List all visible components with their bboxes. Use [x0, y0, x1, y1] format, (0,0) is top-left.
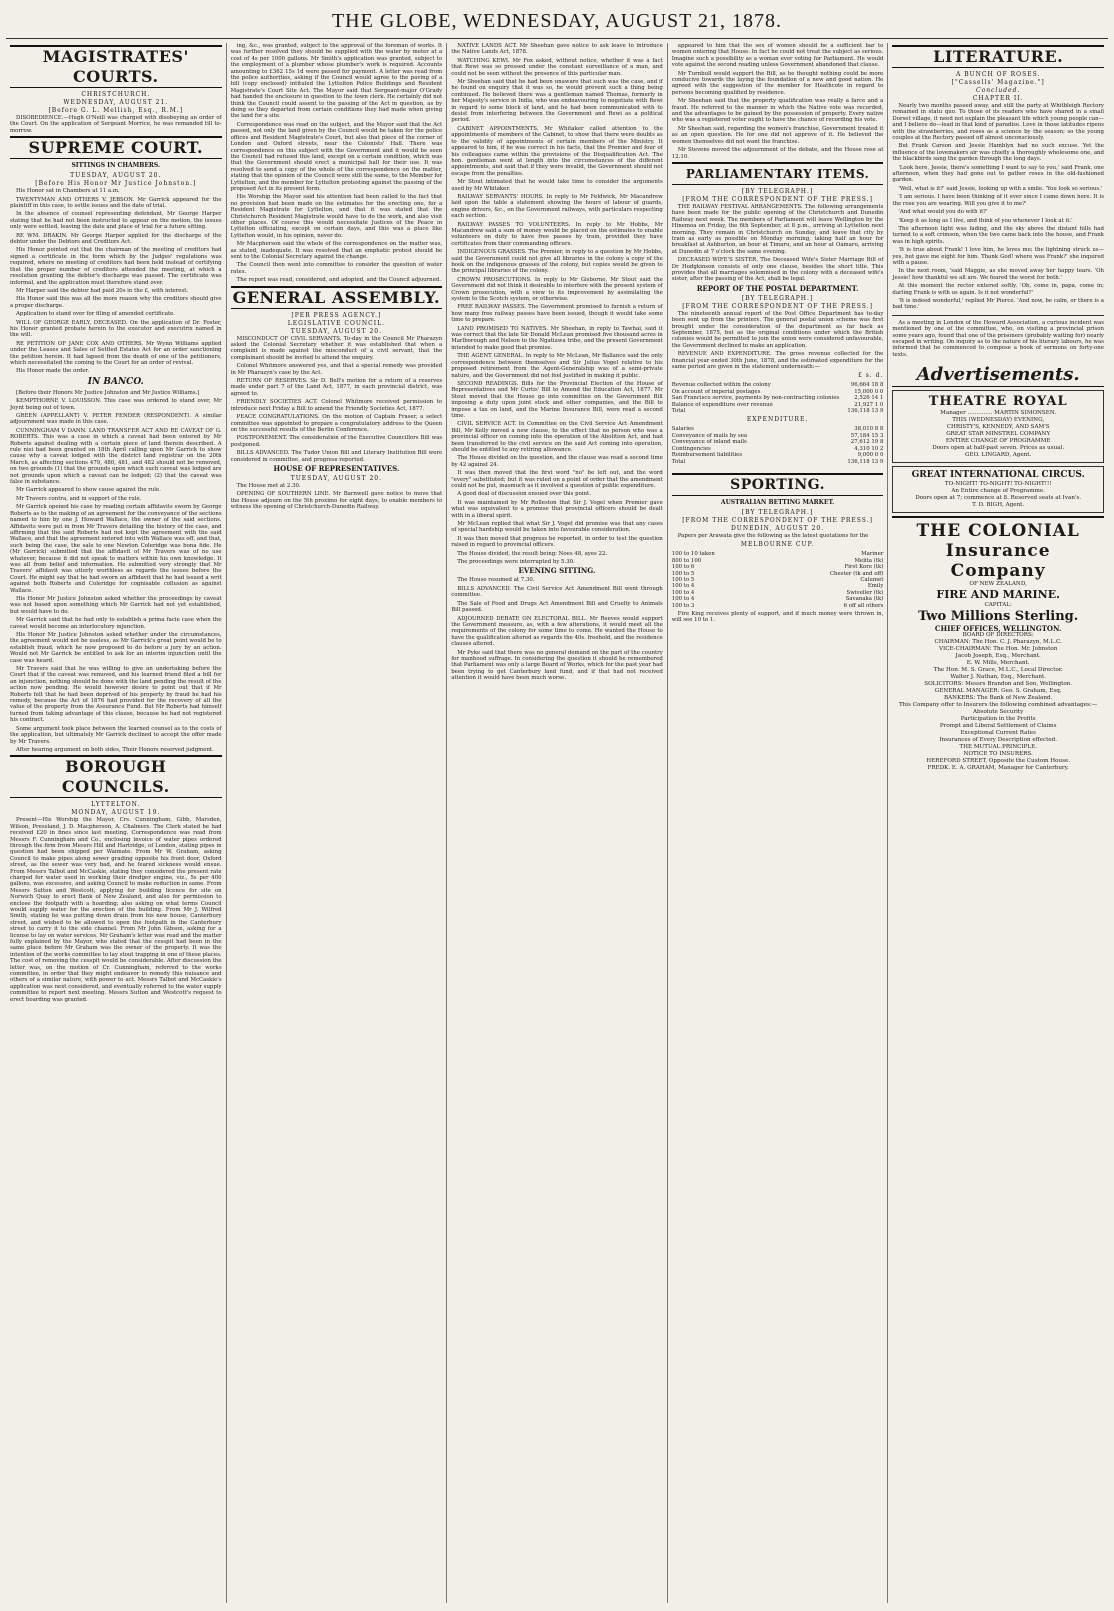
subhead: CHAPTER II. [972, 95, 1024, 102]
subhead: [PER PRESS AGENCY.] [291, 311, 382, 319]
subhead: [BY TELEGRAPH.] [741, 294, 814, 302]
table-cell: 57,184 15 3 [850, 432, 884, 439]
paragraph: Colonel Whitmore answered yes, and that a special remedy was provided in Mr Pharazyn's case by the Act. [230, 363, 443, 376]
table-cell: 800 to 100 [671, 557, 702, 564]
table-cell: 6 off all others [843, 602, 884, 609]
paragraph: CROWN PROSECUTIONS. In reply to Mr Gisborne, Mr Stout said the Government did not think it desirable to interfere with the present system of Crown prosecution, with a view to its improvement by assimilating the system to the Scotch system, or otherwise. [451, 276, 663, 303]
subhead-house-of-representatives: HOUSE OF REPRESENTATIVES. [273, 463, 400, 473]
ad-capital: Two Millions Sterling. [918, 609, 1079, 625]
table-cell: First Kore (tk) [844, 564, 884, 571]
paragraph: The House resumed at 7.30. [457, 577, 535, 584]
ad-subtitle: OF NEW ZEALAND, [969, 581, 1027, 588]
subhead: LYTTELTON. [91, 801, 141, 809]
paragraph: Mr Pyke said that there was no general demand on the part of the country for manhood suffrage. In considering the question it should be remembered that Parliament was only a large Board of Works, which for the past year had been trying to get Canterbury land fund, and if that had not received attention it would have been much worse. [451, 649, 663, 682]
paragraph: His Honor sat in Chambers at 11 a.m. [16, 188, 120, 195]
subhead: Concluded. [975, 87, 1021, 94]
subhead: A BUNCH OF ROSES. [955, 71, 1041, 78]
ad-line: Absolute Security [973, 709, 1024, 716]
table-cell: 38,010 8 8 [854, 426, 884, 433]
paragraph: RETURN OF RESERVES. Sir D. Bell's motion for a return of a reserves made under part 7 of the Land Act, 1877, in each provincial district, was agreed to. [230, 378, 443, 397]
paragraph: Nearly two months passed away, and still the party at Whitbleigh Rectory remained in statu quo. To those of its readers who have shared in a small Dorset village, it need not explain the pleasant life which young people can—and I believe do—lead in that kind of paradise. Love in those latitudes ripens with the strawberries, and roses as a science by the season; so the young couples at the Rectory passed off almost unconsciously. [892, 103, 1104, 142]
ad-line: GEO. LINGARD, Agent. [965, 452, 1032, 459]
headline-supreme-court: SUPREME COURT. [10, 136, 222, 159]
betting-heading: MELBOURNE CUP. [740, 541, 815, 549]
ad-title: THE COLONIAL [916, 521, 1080, 542]
paragraph: The afternoon light was fading, and the sky above the distant hills had turned to a soft crimson, when the two came back into the house, and Frank was in high spirits. [892, 225, 1104, 245]
paragraph: A good deal of discussion ensued over this point. [457, 491, 591, 498]
paragraph: OPENING OF SOUTHERN LINE. Mr Barnwell gave notice to move that the House adjourn on the 5th proximo for eight days, to enable members to witness the opening of Christchurch-Dunedin Railway. [230, 491, 443, 511]
subhead: [Before G. L. Mellish, Esq., R.M.] [48, 107, 184, 114]
subhead: [BY TELEGRAPH.] [741, 508, 814, 516]
ad-line: Prompt and Liberal Settlement of Claims [939, 723, 1057, 730]
table-cell: Salaries [671, 426, 694, 433]
subhead: DUNEDIN, AUGUST 20. [730, 524, 825, 532]
paragraph: RAILWAY SERVANTS' HOURS. In reply to Mr Feldwick, Mr Macandrew laid upon the table a statement showing the hours of labour of guards, engine drivers, &c., on the Government railways, with particulars respecting each section. [451, 193, 663, 220]
paragraph: 'And what would you do with it?' [898, 209, 988, 216]
ad-line: Doors open at 7; commence at 8. Reserved seats at Ivan's. [915, 495, 1082, 502]
subhead: [FROM THE CORRESPONDENT OF THE PRESS.] [682, 195, 873, 203]
subhead: AUSTRALIAN BETTING MARKET. [720, 498, 835, 506]
headline-magistrates-courts: MAGISTRATES' COURTS. [10, 45, 222, 88]
paragraph: GREEN (APPELLANT) V. PETER FENDER (RESPONDENT). A similar adjournment was made in this case. [10, 413, 222, 426]
table-cell: 136,118 13 9 [847, 458, 884, 465]
table-cell: Swiveller (tk) [846, 589, 884, 596]
subhead: [FROM THE CORRESPONDENT OF THE PRESS.] [682, 302, 873, 310]
subhead: TUESDAY, AUGUST 20. [290, 474, 383, 482]
paragraph: As a meeting in London of the Howard Association, a curious incident was mentioned by one of the committee, who, on visiting a provincial prison some years ago, found that one of the prisoners (probably waiting for) nearly escaped in writing. On inquiry as to the nature of his literary labours, he was informed that he commenced to compose a book of sermons on forty-one texts. [892, 319, 1104, 358]
paragraph: It was maintained by Mr Rolleston that Sir J. Vogel when Premier gave what was equivalent to a promise that provincial officers should be dealt with in a liberal spirit. [451, 499, 663, 519]
paragraph: TWENTYMAN AND OTHERS V. JEBSON. Mr Garrick appeared for the plaintiff in this case, to settle issues and the date of trial. [10, 196, 222, 210]
paragraph: His Honor Mr Justice Johnston asked whether the proceedings by caveat was not based upon something which Mr Garrick had not yet established, but would have to do. [10, 595, 222, 615]
table-cell: Reimbursement liabilities [671, 452, 743, 459]
ad-line: VICE-CHAIRMAN: The Hon. Mr. Johnston [938, 646, 1058, 653]
paragraph: LAND PROMISED TO NATIVES. Mr Sheehan, in reply to Tawhai, said it was correct that the late Sir Donald McLean promised five thousand acres in Marlborough and Nelson to the Ngatiawa tribe, and the present Government intended to make good that promise. [451, 325, 663, 351]
paragraph: RE WM. DRAKIN. Mr George Harper applied for the discharge of the debtor under the Debtors and Creditors Act. [10, 232, 222, 246]
headline-sporting: SPORTING. [672, 473, 884, 496]
revenue-table [672, 382, 884, 414]
ad-line: SOLICITORS: Messrs Brandon and Son, Wellington. [924, 681, 1073, 688]
table-cell: 100 to 4 [671, 596, 695, 603]
paragraph: REVENUE AND EXPENDITURE. The gross revenue collected for the financial year ended 30th June, 1878, and the estimated expenditure for the same period are given in the statement underneath:— [671, 351, 884, 371]
paragraph: WATCHING KEWI. Mr Fox asked, without notice, whether it was a fact that Rewi was so pressed under the constant surveillance of a man, and could not be seen without the presence of this particular man. [451, 57, 663, 77]
table-row [672, 459, 884, 465]
subhead: SITTINGS IN CHAMBERS. [71, 162, 161, 170]
paragraph: DISOBEDIENCE.—Hugh O'Neill was charged with disobeying an order of the Court. On the application of Sergeant Morrice, he was remanded till to-morrow. [10, 115, 222, 134]
paragraph: It was then moved that the first word "no" be left out, and the word "every" substituted; but it was ruled on a point of order that the amendment could not be put, inasmuch as it involved a question of public expenditure. [451, 470, 663, 489]
paragraph: Mr Sheehan said that he had been unaware that such was the case, and if he found on enquiry that it was so, he would prevent such a thing being continued. He believed there was a gentleman named Thomas, formerly in her Majesty's service in India, who was endeavouring to negotiate with Rewi in regard to some block of land, and he had been communicated with to desist from interfering between the Government and Rewi as a political period. [451, 79, 663, 124]
paragraph: His Honor pointed out that the chairman of the meeting of creditors had signed a certificate in the form which by the Judges' regulations was required, where no meeting of creditors had been held instead of certifying that the proper number of creditors attended the meeting, at which a resolution granting the debtor's discharge was passed. The certificate was informal, and the application must therefore stand over. [10, 247, 222, 286]
ad-line: CHAIRMAN: The Hon. C. J. Pharazyn, M.L.C. [934, 639, 1062, 646]
paragraph: BILLS ADVANCED. The Tudor Union Bill and Literary Institution Bill were considered in committee, and progress reported. [230, 450, 443, 463]
paragraph: FRIENDLY SOCIETIES ACT. Colonel Whitmore received permission to introduce next Friday a Bill to amend the Friendly Societies Act, 1877. [230, 399, 443, 412]
ad-title: Insurance Company [945, 541, 1051, 582]
ad-line: Jacob Joseph, Esq., Merchant. [955, 653, 1041, 660]
table-cell: Contingencies [671, 445, 711, 452]
ad-line: FREDK. E. A. GRAHAM, Manager for Canterbury. [927, 765, 1069, 772]
paragraph: 'Look here, Jessie, there's something I want to say to you,' said Frank, one afternoon, when they had gone out to gather roses in the old-fashioned garden. [892, 164, 1104, 184]
ad-line: T. D. BIGH, Agent. [972, 502, 1025, 509]
paragraph: WILL OF GEORGE EARLY, DECEASED. On the application of Dr. Foster, his Honor granted probate herein to the executor and executrix named in the will. [10, 319, 222, 339]
paragraph: The nineteenth annual report of the Post Office Department has to-day been sent up from the printers. The general postal union scheme was first brought under the consideration of the department as far back as September, 1875, but as the original conditions under which the British colonies would be permitted to join the union were considered unfavourable, the Government declined to make an application. [671, 310, 884, 349]
paragraph: PEACE CONGRATULATIONS. On the motion of Captain Fraser, a select committee was appointed to prepare a congratulatory address to the Queen on the successful results of the Berlin Conference. [230, 414, 443, 433]
ad-subtitle: FIRE AND MARINE. [936, 588, 1060, 602]
ad-line: ENTIRE CHANGE OF PROGRAMME [945, 438, 1051, 445]
subhead: [Before His Honor Mr Justice Johnston.] [35, 180, 197, 188]
paragraph: In the next room, 'said Maggie, as she moved away her happy tears. 'Oh Jessie! how thankful we all are. We feared the worst for both.' [892, 268, 1104, 281]
ad-title: GREAT INTERNATIONAL CIRCUS. [911, 470, 1085, 481]
paragraph: Papers per Arawata give the following as the latest quotations for the [677, 532, 869, 539]
subhead: WEDNESDAY, AUGUST 21. [63, 99, 169, 106]
table-cell: San Francisco service, payments by non-contracting colonies [671, 395, 840, 402]
paragraph: KEMPTHORNE V. LOUISSON. This case was ordered to stand over, Mr Joynt being out of town. [10, 398, 222, 411]
ad-line: TO-NIGHT! TO-NIGHT! TO-NIGHT!!! [944, 481, 1052, 488]
paragraph: Correspondence was read on the subject, and the Mayor said that the Act passed, not only the land given by the Council would be taken for the police offices and Resident Magistrate's Court, but also that piece of the corner of London and Oxford streets, near the Colonists' Hall. There was correspondence on this subject with the Government and it would be seen the Council had refused this land, except on a certain condition, which was that the Government should erect a municipal hall for their use. It was resolved to send a copy of the whole of the correspondence on the matter, stating that the opinion of the Council were still the same, to the Member for Lyttelton, and the member for Lyttelton protesting against the passing of the proposed Act in its present form. [230, 121, 443, 192]
table-cell: 27,612 19 8 [850, 439, 884, 446]
paragraph: ADJOURNED DEBATE ON ELECTORAL BILL. Mr Reeves would support the Government measure, as, with a few alterations, it would meet all the requirements of the colony for some time to come. He wanted the House to have the qualification altered as regards the 40s. freehold, and the residence clauses altered. [451, 615, 663, 648]
paragraph: The report was read, considered, and adopted, and the Council adjourned. [236, 277, 441, 284]
ad-circus [892, 466, 1104, 513]
subhead: ["Cassells' Magazine."] [951, 79, 1045, 86]
ad-line: CHRISTY'S, KENNEDY, AND SAM'S [946, 424, 1050, 431]
paragraph: The proceedings were interrupted by 5.30. [457, 559, 575, 566]
paragraph: THE RAILWAY FESTIVAL ARRANGEMENTS. The following arrangements have been made for the public opening of the Christchurch and Dunedin Railway next week. The members of Parliament will leave Wellington by the Hinemoa on Friday, the 6th September, at 8 p.m., arriving at Lyttelton next morning. They remain in Christchurch on Sunday, and leave that city by train as early as possible on Monday morning, taking half an hour for breakfast at Ashburton, an hour at Timaru, and an hour at Oamaru, arriving at Dunedin at 7 o'clock the same evening. [671, 203, 884, 255]
ad-line: GENERAL MANAGER: Geo. S. Graham, Esq. [934, 688, 1062, 695]
ad-theatre-royal [892, 390, 1104, 463]
paragraph: BILLS ADVANCED. The Civil Service Act Amendment Bill went through committee. [451, 585, 663, 599]
table-cell: Savanaka (tk) [845, 596, 884, 603]
paragraph: Present—His Worship the Mayor, Crs. Cunningham, Gibb, Marsden, Wilson, Pressland, J. D. Macpherson, A. Chalmers. The Clerk stated he had received £20 in fines since last meeting. Correspondence was read from Messrs F. Cunningham and Co., enclosing invoice of water pipes ordered through the firm from Messrs Hill and Hartridge, of London, stating pipes in question had been shipped per Waimate. From Mr W. Graham, asking Council to make pipes along sewer grading opposite his front door, Oxford street, as the sewer was very bad, and he feared sickness would ensue. From Messrs Talbot and McCaskie, stating they considered the present rate charged for water used in working their dredger engine, viz., 5s per 400 gallons, was excessive, and asking Council to make reduction in same. From Messrs Sutton and Westcott, applying for building licence for site on Norwich Quay to erect Bank of New Zealand, and also for permission to enclose the footpath with a hoarding; also asking on what terms Council would supply water for the erection of the building. From Mr J. Wilfred Smith, stating he was putting down drain from his new house, Canterbury street, and wished to be allowed to open the footpath in the Canterbury street to carry it to the side channel. From Mr John Gibson, asking for a license to lay on water services. Mr Graham's letter was read and the matter fully explained by the Mayor, who stated that the cesspit had been in the same place before Mr Graham was the owner of the property. It was the intention of the works committee to lay stout trapping in one of these places. The cost of removing the cesspit would be considerable. After discussion the letter was, on the motion of Cr. Cunningham, referred to the works committee, in order that they might endeavor to remedy this nuisance and others of a similar nature, with power to act. Messrs Talbot and McCaskie's application was next considered, and eventually referred to the water supply committee to report next meeting. Messrs Sutton and Westcott's request to erect hoarding was granted. [10, 817, 222, 1003]
paragraph: Mr Garrick appeared to show cause against the rule. [16, 487, 161, 494]
columns [6, 43, 1108, 1603]
paragraph: Fire King receives plenty of support, and if much money were thrown in, will see 10 to 1. [671, 610, 884, 624]
table-cell: 15,000 0 0 [854, 388, 884, 395]
table-row [672, 408, 884, 414]
headline-general-assembly: GENERAL ASSEMBLY. [231, 286, 443, 309]
headline-parliamentary-items: PARLIAMENTARY ITEMS. [672, 162, 884, 185]
table-cell: On account of imperial postages [671, 388, 761, 395]
paragraph: Mr Travers said that he was willing to give an undertaking before the Court that if the caveat was removed, and his learned friend filed a bill for an injunction, nothing should be done with the land pending the result of the action now pending. He would however desire to point out that if Mr Roberts felt that he had been deprived of his property by fraud he had his remedy, because the Act of 1876 had provided for the recovery of all the value of the property from the Assurance Fund. But Mr Roberts had himself turned from taking advantage of this clause, because he had not registered his contract. [10, 666, 222, 724]
ad-board: BOARD OF DIRECTORS: [962, 632, 1034, 639]
paragraph: The House divided, the result being: Noes 48, ayes 22. [457, 550, 608, 557]
paragraph: ing, &c., was granted, subject to the approval of the foreman of works. It was further resolved they should be supplied with the water by meter at a cost of 4s per 1000 gallons. Mr Smith's application was granted, subject to the employment of a plumber whose plumber's work is required. Accounts amounting to £362 15s 1d were passed for payment. A letter was read from the police authorities, asking if the Council would agree to the paving of a hill (copy enclosed) intituled the Lyttelton Police Buildings and Resident Magistrate's Court Site Act. The Mayor said that Sergeant-major O'Grady had handed the enclosure in question to the town clerk. He certainly did not think the Council could assent to the passing of the Act in question, as by doing so they departed from certain conditions they had made when giving the land for a site. [230, 43, 443, 120]
ad-line: Manager .............. MARTIN SIMONSEN. [940, 410, 1057, 417]
ad-line: Walter J. Nathan, Esq., Merchant. [950, 674, 1046, 681]
ad-line: Insurances of Every Description effected. [939, 737, 1057, 744]
subhead: [BY TELEGRAPH.] [741, 187, 814, 195]
table-cell: 96,664 18 8 [850, 382, 884, 389]
ad-line: E. W. Mills, Merchant. [966, 660, 1030, 667]
paragraph: 'It is true about Frank! I love him, he loves me; the lightning struck us—yes, but gave me eight for him. Thank God! where was Frank?' she inquired with a pause. [892, 247, 1104, 266]
paragraph: 'It is indeed wonderful,' replied Mr Pierce. 'And now, be calm, or there is a bad time.' [892, 297, 1104, 311]
table-cell: Conveyance of mails by sea [671, 432, 748, 439]
paragraph: The Sale of Food and Drugs Act Amendment Bill and Cruelty to Animals Bill passed. [451, 600, 663, 614]
subhead-postal-report: REPORT OF THE POSTAL DEPARTMENT. [696, 283, 859, 293]
subhead: TUESDAY, AUGUST 20. [290, 327, 383, 335]
table-cell: Total [671, 408, 686, 415]
ad-title: THEATRE ROYAL [928, 394, 1068, 410]
paragraph: appeared to him that the sex of women should be a sufficient bar to women entering that House. In fact he could not treat the subject as serious. Imagine such a possibility as a woman ever voting for Parliament. He would vote against the second reading unless Government abandoned that clause. [671, 43, 884, 69]
paragraph: CABINET APPOINTMENTS. Mr Whitaker called attention to the appointments of members of the Cabinet, to show that there were doubts as to the validity of appointments of certain members of the Ministry. It appeared to him, if he was correct in his facts, that the Premier and four of his colleagues came within the provisions of the Disqualification Act. The hon. gentleman went at length into the circumstances of the different appointments, and said that if they were invalid, the Government should not escape from the penalties. [451, 125, 663, 177]
table-cell: Calumet [860, 576, 884, 583]
revenue-units: £ s. d. [858, 372, 884, 380]
column-3 [447, 43, 668, 1603]
paragraph: In the absence of counsel representing defendant, Mr George Harper stating that he had not been instructed to appear on the motion, the issues only were settled, leaving the date and place of trial for a future sitting. [10, 211, 222, 231]
headline-borough-councils: BOROUGH COUNCILS. [10, 755, 222, 798]
paragraph: 'Well, what is it?' said Jessie, looking up with a smile. 'You look so serious.' [898, 185, 1103, 192]
table-cell: 100 to 4 [671, 589, 695, 596]
ad-line: The Hon. M. S. Grace, M.L.C., Local Director. [933, 667, 1063, 674]
column-2 [227, 43, 448, 1603]
paragraph: His Honor Mr Justice Johnston asked whether under the circumstances, the agreement would not be useless, as Mr Garrick's great point would be to establish fraud, which he now proposed to do before a jury by an action. Would not Mr Garrick be entitled to ask for an interim injunction until the case was heard. [10, 632, 222, 664]
table-cell: Emily [867, 583, 884, 590]
table-cell: 21,927 1 0 [854, 401, 884, 408]
advertisements-heading: Advertisements. [892, 364, 1104, 387]
ad-line: Doors open at half-past seven. Prices as usual. [932, 445, 1065, 452]
paragraph: Mr Macpherson said the whole of the correspondence on the matter was, as stated, inadequate. It was resolved that an emphatic protest should be sent to the Colonial Secretary against the change. [230, 241, 443, 260]
paragraph: The Council then went into committee to consider the question of water rates. [230, 262, 443, 275]
paragraph: RE PETITION OF JANE COX AND OTHERS. Mr Wynn Williams applied under the Leases and Sales of Settled Estates Act for an order sanctioning the petition herein. It had lapsed from the death of one of the petitioners, which necessitated the coming to the Court for an order of revival. [10, 340, 222, 366]
paragraph: It was then moved that progress be reported, in order to test the question raised in regard to provincial officers. [451, 535, 663, 549]
ad-line: THE MUTUAL PRINCIPLE. [959, 744, 1037, 751]
paragraph: The House met at 2.30. [236, 482, 301, 489]
subhead: [FROM THE CORRESPONDENT OF THE PRESS.] [682, 516, 873, 524]
table-cell: Conveyance of inland mails [671, 439, 747, 446]
expenditure-heading: EXPENDITURE. [746, 416, 809, 424]
paragraph: Mr Garrick opened his case by reading certain affidavits sworn by George Roberts as to the making of an agreement for the conveyance of the sections named to him by one J. Howard Wallace, the owner of the said sections. Affidavits were put in from Mr Travers detailing the history of the case, and affirming that the said Roberts had not kept the agreement with the said Wallace, and that the agreement entered into with Wallace was off, and that, such being the case, the sale to one Newton Coleridge was bona fide. He (Mr Garrick) submitted that the affidavit of Mr Travers was of no use whatever, because it did not speak to matters within his own knowledge. It was all from belief and information. He submitted very strongly that Mr Travers' affidavit was utterly worthless as regards the issues before the Court. He might say that he had sworn an affidavit that he had issued a writ against both Roberts and Coleridge for cognisable collusion as against Wallace. [10, 504, 222, 594]
paragraph: CUNNINGHAM V DANN. LAND TRANSFER ACT AND RE CAVEAT OF G. ROBERTS. This was a case in which a caveat had been entered by Mr Roberts against dealing with a certain piece of land therein described. A rule nisi had been granted on 18th April calling upon Mr Garrick to show cause why a caveat lodged with the district land registrar on the 20th March, as affecting sections 479, 480, 481, and 482 should not be removed, on two grounds (1) that the grounds upon which such caveat was lodged are not grounds upon which a caveat can be lodged; (2) that the caveat was false in substance. [10, 427, 222, 486]
table-cell: 100 to 10 taken [671, 551, 715, 558]
paragraph: Mr Turnbull would support the Bill, as he thought nothing could be more conducive towards the laying the foundation of a new and good nation. He agreed with the suggestion of the member for Heathcote in regard to persons becoming qualified by residence. [671, 70, 884, 96]
paragraph: 'Keep it as long as I live, and think of you whenever I look at it.' [898, 217, 1073, 224]
ad-colonial-insurance [892, 516, 1104, 775]
ad-line: Exceptional Current Rates [960, 730, 1036, 737]
paragraph: Mr Garrick said that he had only to establish a prima facie case when the caveat would become an interlocutory injunction. [10, 617, 222, 630]
paragraph: FREE RAILWAY PASSES. The Government promised to furnish a return of how many free railway passes have been issued, though it would take some time to prepare. [451, 304, 663, 324]
column-4 [668, 43, 889, 1603]
paragraph: SECOND READINGS. Bills for the Provincial Election of the House of Representatives and Mr Curtis' Bill to Amend the Education Act, 1877. Mr Stout moved that the House go into committee on the Government Bill imposing a duty upon joint stock and other companies, and the Bill to impose a tax on land, and the Marine Insurance Bill, were read a second time. [451, 380, 663, 419]
subhead: CHRISTCHURCH. [81, 91, 151, 98]
column-1 [6, 43, 227, 1603]
table-cell: Mariner [861, 551, 884, 558]
table-cell: Total [671, 458, 686, 465]
table-cell: 100 to 6 [671, 564, 695, 571]
table-row [672, 603, 884, 609]
paragraph: At this moment the rector entered softly. 'Oh, come in, papa, come in; darling Frank is with us again. Is it not wonderful?' [892, 283, 1104, 296]
paragraph: [Before their Honors Mr Justice Johnston and Mr Justice Williams.] [16, 389, 200, 396]
paragraph: 'I am serious. I have been thinking of it ever since I came down here. It is the rose you are wearing. Will you give it to me?' [892, 194, 1104, 207]
paragraph: The House divided on the question, and the clause was read a second time by 42 against 24. [451, 455, 663, 468]
ad-line: An Entire change of Programme. [951, 488, 1045, 495]
table-cell: 100 to 5 [671, 570, 695, 577]
ad-line: HEREFORD STREET, Opposite the Custom House. [926, 758, 1071, 765]
table-cell: 9,000 0 0 [857, 452, 884, 459]
masthead-title: THE GLOBE, WEDNESDAY, AUGUST 21, 1878. [331, 10, 783, 32]
paragraph: Mr McLean replied that what Sir J. Vogel did promise was that any cases of special hardship would be taken into favourable consideration. [451, 521, 663, 534]
paragraph: After hearing argument on both sides, Their Honors reserved judgment. [16, 746, 214, 753]
table-cell: 2,526 14 1 [854, 395, 884, 402]
paragraph: INDIGENOUS GRASSES. The Premier, in reply to a question by Mr Hobbs, said the Government could not give all libraries in the colony a copy of the book on the indigenous grasses of the colony, but copies would be given to the principal libraries of the colony. [451, 249, 663, 275]
paragraph: His Worship the Mayor said his attention had been called to the fact that no provision had been made on the estimates for the erecting one, for a Resident Magistrate for Lyttelton, and that it was stated that the Christchurch Resident Magistrate would have to do the work, and also visit other places. Of course this would necessitate Justices of the Peace in Lyttelton officiating, except on certain days, and this was a place like Lyttelton would, in his opinion, never do. [230, 194, 443, 239]
paragraph: NATIVE LANDS ACT. Mr Sheehan gave notice to ask leave to introduce the Native Lands Act, 1878. [451, 43, 663, 56]
subhead: MONDAY, AUGUST 19. [71, 809, 161, 817]
table-cell: 136,118 13 9 [847, 408, 884, 415]
table-cell: 4,310 10 2 [854, 445, 884, 452]
paragraph: Mr Stevens moved the adjournment of the debate, and the House rose at 12.10. [671, 147, 884, 160]
divider [892, 315, 1104, 316]
paragraph: But Frank Carson and Jessie Hamblyn had no such excuse. Yet the influence of the lovemakers air was chiefly a thoroughly wholesome one, and the blackbirds sang the garden through the long days. [892, 143, 1104, 163]
paragraph: POSTPONEMENT. The consideration of the Executive Councillors Bill was postponed. [230, 435, 443, 448]
ad-line: This Company offer to Insurers the following combined advantages:— [898, 702, 1098, 709]
headline-literature: LITERATURE. [892, 45, 1104, 68]
paragraph: His Honor made the order. [16, 368, 90, 375]
ad-line: Participation in the Profits [960, 716, 1036, 723]
expenditure-table [672, 426, 884, 464]
subhead-evening-sitting: EVENING SITTING. [518, 566, 596, 576]
ad-line: THIS (WEDNESDAY) EVENING, [952, 417, 1045, 424]
ad-offices: CHIEF OFFICES, WELLINGTON. [934, 624, 1062, 634]
paragraph: DECEASED WIFE'S SISTER. The Deceased Wife's Sister Marriage Bill of Dr Hodgkinson consists of only one clause, besides the short title. This provides that all marriages solemnised in the colony with a deceased wife's sister, after the passing of the Act, shall be legal. [671, 257, 884, 283]
table-cell: Revenue collected within the colony [671, 382, 771, 389]
table-cell: Chester (tk and off) [829, 570, 884, 577]
paragraph: Mr Sheehan said that the property qualification was really a farce and a fraud. He referred to the manner in which the Native vote was recorded, and the advantages to be gained by the possession of property. Every native who was a registered voter ought to have the chance of recording his vote. [671, 98, 884, 124]
column-5 [888, 43, 1108, 1603]
ad-line: BANKERS: The Bank of New Zealand. [944, 695, 1053, 702]
masthead [6, 4, 1108, 39]
betting-table [672, 551, 884, 609]
subhead-in-banco: IN BANCO. [87, 376, 144, 387]
paragraph: Mr Travers contra, and in support of the rule. [16, 495, 142, 502]
paragraph: Some argument took place between the learned counsel as to the costs of the application, but ultimately Mr Garrick declined to accept the offer made by Mr Travers. [10, 725, 222, 745]
paragraph: Mr Sheehan said, regarding the women's franchise, Government treated it as an open question. He for one did not approve of it. He believed the women themselves did not want the franchise. [671, 125, 884, 145]
table-cell: 100 to 5 [671, 576, 695, 583]
paragraph: His Honor said this was all the more reason why the creditors should give a proper discharge. [10, 296, 222, 309]
subhead: TUESDAY, AUGUST 20. [70, 172, 162, 180]
paragraph: Application to stand over for filing of amended certificate. [16, 311, 176, 318]
paragraph: RAILWAY PASSES TO VOLUNTEERS. In reply to Mr Hobbs, Mr Macandrew said a sum of money would be placed on the estimates to enable volunteers on duty to have free passes by train, provided they have certificates from their commanding officers. [451, 221, 663, 247]
paragraph: CIVIL SERVICE ACT. In Committee on the Civil Service Act Amendment Bill, Mr Kelly moved a new clause, to the effect that no person who was a provincial officer on coming into the operation of the Abolition Act, and had been transferred to the civil service on the said Act coming into operation, should be entitled to any retiring allowance. [451, 421, 663, 453]
subhead: LEGISLATIVE COUNCIL. [287, 319, 386, 327]
ad-line: GREAT STAR MINSTREL COMPANY [946, 431, 1051, 438]
table-cell: Balance of expenditure over revenue [671, 401, 773, 408]
table-cell: 100 to 3 [671, 602, 695, 609]
paragraph: THE AGENT GENERAL. In reply to Mr McLean, Mr Ballance said the only correspondence between themselves and Sir Julius Vogel relative to his proposed retirement from the Agent-Generalship was of a semi-private nature, and the Government did not feel justified in making it public. [451, 353, 663, 379]
paragraph: MISCONDUCT OF CIVIL SERVANTS. To-day in the Council Mr Pharazyn asked the Colonial Secretary whether it was established that when a complaint is made against the misconduct of a civil servant, that the complainant should be invited to attend the enquiry. [230, 335, 443, 361]
table-cell: Melita (tk) [854, 557, 884, 564]
ad-line: NOTICE TO INSURERS. [963, 751, 1033, 758]
paragraph: Mr Harper said the debtor had paid 20s in the £, with interest. [16, 287, 189, 294]
paragraph: Mr Stout intimated that he would take time to consider the arguments used by Mr Whitaker. [451, 179, 663, 192]
ad-capital-label: CAPITAL: [984, 602, 1012, 609]
table-cell: 100 to 4 [671, 583, 695, 590]
